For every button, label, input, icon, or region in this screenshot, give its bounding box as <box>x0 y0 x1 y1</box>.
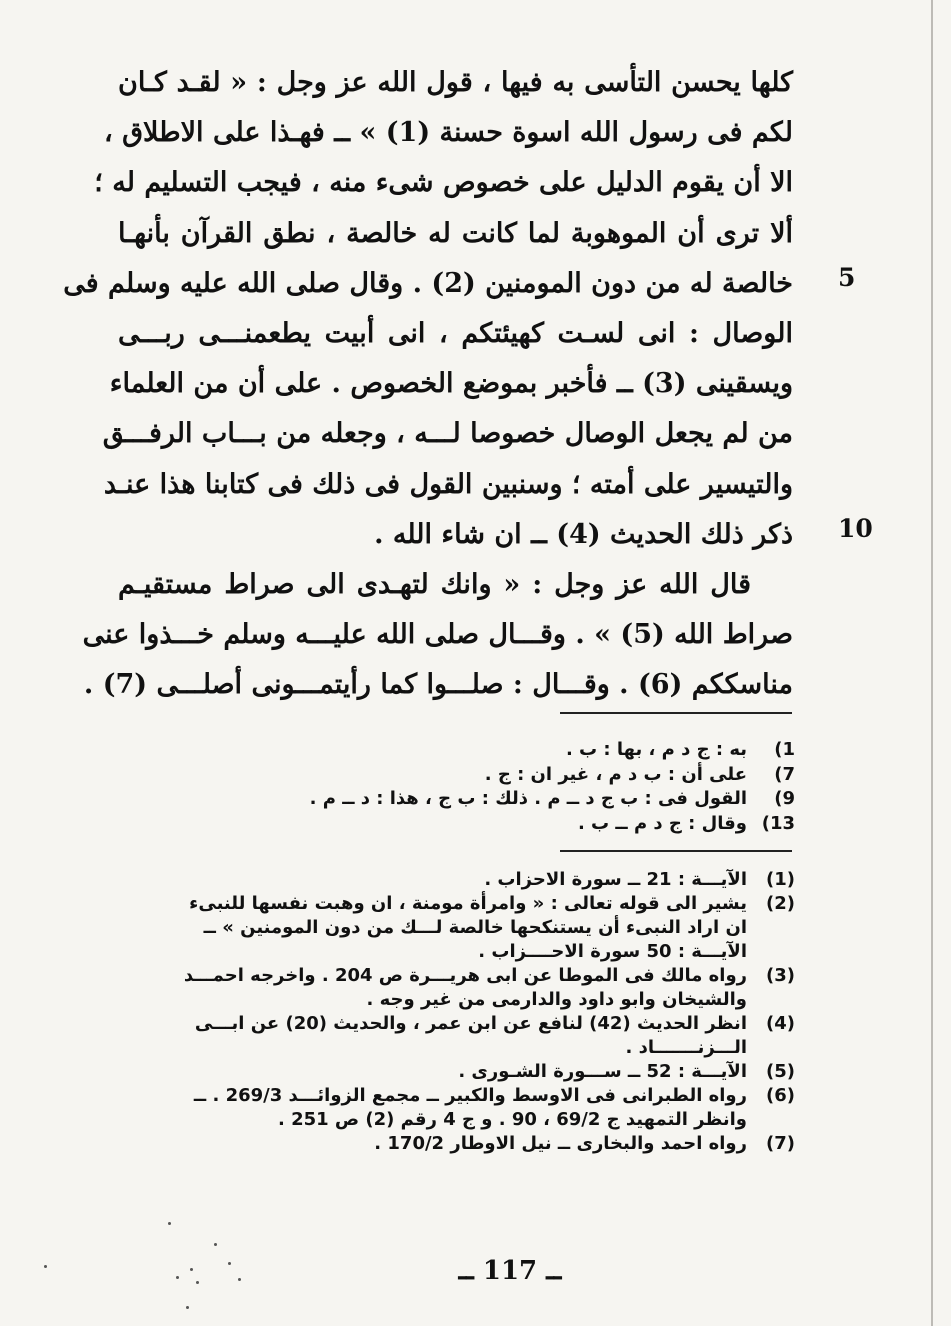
footnote-line: وانظر التمهيد ج 69/2 ، 90 . و ج 4 رقم (2) ص 251 . <box>277 1109 747 1130</box>
footnote-number: (5) <box>766 1061 795 1082</box>
footnote-line: ان اراد النبىء أن يستنكحها خالصة لـــك من دون المومنين » ــ <box>203 917 747 938</box>
variant-text: به : ج د م ، بها : ب . <box>565 739 747 760</box>
text-line: ذكر ذلك الحديث (4) ــ ان شاء الله . <box>374 518 793 550</box>
text-line: مناسككم (6) . وقـــال : صلـــوا كما رأيتمـــونى أصلـــى (7) . <box>83 669 793 701</box>
variant-row <box>180 738 795 763</box>
scan-speck <box>44 1265 47 1268</box>
text-line: خالصة له من دون المومنين (2) . وقال صلى الله عليه وسلم فى <box>63 267 793 299</box>
footnote-line: الآيـــة : 52 ــ ســـورة الشـورى . <box>458 1061 747 1082</box>
footnote <box>128 1012 795 1060</box>
footnote-line: الـــزنـــــــاد . <box>625 1037 747 1058</box>
variant-text: وقال : ج د م ــ ب . <box>577 812 747 834</box>
footnote-number: (6) <box>766 1085 795 1106</box>
variants-divider <box>560 712 792 714</box>
footnote-line: والشيخان وابو داود والدارمى من غير وجه . <box>366 989 747 1010</box>
line-number-5: 5 <box>838 263 856 292</box>
footnote-number: (1) <box>766 869 795 890</box>
page-edge <box>931 0 933 1326</box>
variant-row <box>180 763 795 788</box>
footnote <box>128 1132 795 1156</box>
scan-speck <box>238 1278 241 1281</box>
text-line: قال الله عز وجل : « وانك لتهـدى الى صراط مستقيـم <box>118 568 751 600</box>
footnote-number: (7) <box>766 1133 795 1154</box>
text-line: ويسقينى (3) ــ فأخبر بموضع الخصوص . على أن من العلماء <box>109 368 793 400</box>
scan-speck <box>186 1306 189 1309</box>
footnote-line: رواه مالك فى الموطا عن ابى هريـــرة ص 204 . واخرجه احمـــد <box>183 965 747 986</box>
footnote-text <box>128 1132 747 1156</box>
variant-number: 9) <box>774 788 795 809</box>
footnote-line: الآيـــة : 50 سورة الاحــــزاب . <box>478 941 747 962</box>
text-line: الوصال : انى لسـت كهيئتكم ، انى أبيت يطعمنـــى ربـــى <box>118 317 793 349</box>
footnote <box>128 1084 795 1132</box>
text-line: ألا ترى أن الموهوبة لما كانت له خالصة ، نطق القرآن بأنهـا <box>118 217 793 249</box>
footnote-text <box>128 892 747 964</box>
variant-readings <box>180 738 795 836</box>
notes-divider <box>560 850 792 852</box>
scan-speck <box>196 1281 199 1284</box>
text-line: من لم يجعل الوصال خصوصا لـــه ، وجعله من بـــاب الرفـــق <box>102 418 793 450</box>
footnote-line: يشير الى قوله تعالى : « وامرأة مومنة ، ان وهبت نفسها للنبىء <box>189 893 747 914</box>
variant-text: القول فى : ب ج د ــ م . ذلك : ب ج ، هذا : د ــ م . <box>309 788 747 809</box>
footnote-line: رواه احمد والبخارى ــ نيل الاوطار 170/2 . <box>374 1133 747 1154</box>
footnote <box>128 892 795 964</box>
footnotes <box>128 868 795 1156</box>
variant-row <box>180 787 795 812</box>
footnote-number: (4) <box>766 1013 795 1034</box>
variant-text: على أن : ب د م ، غير ان : ج . <box>484 763 747 785</box>
main-text <box>63 58 793 710</box>
footnote-number: (2) <box>766 893 795 914</box>
scan-speck <box>228 1262 231 1265</box>
footnote-number: (3) <box>766 965 795 986</box>
footnote-line: الآيـــة : 21 ــ سورة الاحزاب . <box>484 869 747 890</box>
footnote-text <box>128 1060 747 1084</box>
footnote-line: انظر الحديث (42) لنافع عن ابن عمر ، والحديث (20) عن ابـــى <box>194 1013 747 1034</box>
variant-number: 13) <box>761 812 795 834</box>
text-line: كلها يحسن التأسى به فيها ، قول الله عز وجل : « لقـد كـان <box>118 67 793 98</box>
footnote-text <box>128 1012 747 1060</box>
variant-number: 1) <box>774 739 795 760</box>
text-line: والتيسير على أمته ؛ وسنبين القول فى ذلك فى كتابنا هذا عنـد <box>103 468 793 500</box>
line-number-10: 10 <box>838 514 873 543</box>
text-line: لكم فى رسول الله اسوة حسنة (1) » ــ فهـذا على الاطلاق ، <box>103 117 793 149</box>
footnote-text <box>128 868 747 892</box>
variant-row <box>180 812 795 837</box>
scan-speck <box>168 1222 171 1225</box>
footnote-text <box>128 1084 747 1132</box>
footnote <box>128 964 795 1012</box>
footnote-line: رواه الطبرانى فى الاوسط والكبير ــ مجمع الزوائـــد 269/3 . ــ <box>193 1085 747 1106</box>
footnote <box>128 1060 795 1084</box>
text-line: الا أن يقوم الدليل على خصوص شىء منه ، فيجب التسليم له ؛ <box>94 167 793 199</box>
footnote-text <box>128 964 747 1012</box>
scan-speck <box>190 1268 193 1271</box>
footnote <box>128 868 795 892</box>
variant-number: 7) <box>774 763 795 785</box>
text-line: صراط الله (5) » . وقـــال صلى الله عليـــه وسلم خـــذوا عنى <box>82 619 793 651</box>
scan-speck <box>214 1243 217 1246</box>
page-number: ــ 117 ــ <box>458 1256 562 1286</box>
scan-speck <box>176 1276 179 1279</box>
